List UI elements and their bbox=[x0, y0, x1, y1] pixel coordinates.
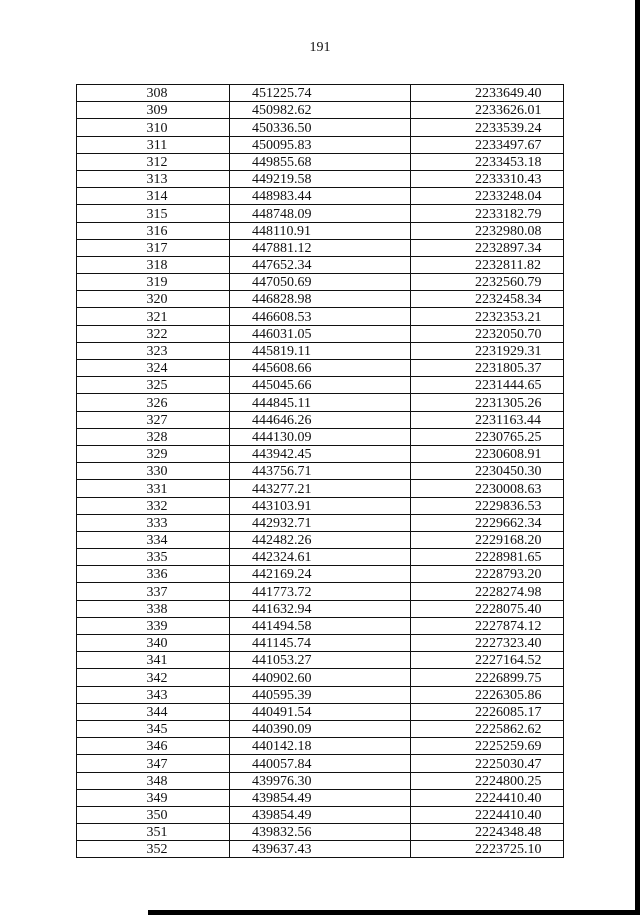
x-coordinate-cell: 444130.09 bbox=[230, 428, 411, 445]
point-number-cell: 322 bbox=[77, 325, 230, 342]
x-coordinate-cell: 445819.11 bbox=[230, 342, 411, 359]
table-row bbox=[77, 136, 564, 153]
y-coordinate-cell: 2223725.10 bbox=[411, 841, 564, 858]
x-coordinate-cell: 443277.21 bbox=[230, 480, 411, 497]
y-coordinate-cell: 2226085.17 bbox=[411, 703, 564, 720]
point-number-cell: 347 bbox=[77, 755, 230, 772]
page-number: 191 bbox=[309, 40, 331, 55]
point-number-cell: 329 bbox=[77, 445, 230, 462]
point-number-cell: 321 bbox=[77, 308, 230, 325]
x-coordinate-cell: 442169.24 bbox=[230, 566, 411, 583]
table-row bbox=[77, 377, 564, 394]
coordinates-table-body bbox=[77, 85, 564, 858]
point-number-cell: 338 bbox=[77, 600, 230, 617]
table-row bbox=[77, 789, 564, 806]
table-row bbox=[77, 600, 564, 617]
y-coordinate-cell: 2232353.21 bbox=[411, 308, 564, 325]
table-row bbox=[77, 342, 564, 359]
x-coordinate-cell: 443942.45 bbox=[230, 445, 411, 462]
y-coordinate-cell: 2233182.79 bbox=[411, 205, 564, 222]
point-number-cell: 336 bbox=[77, 566, 230, 583]
table-row bbox=[77, 188, 564, 205]
y-coordinate-cell: 2226305.86 bbox=[411, 686, 564, 703]
x-coordinate-cell: 450095.83 bbox=[230, 136, 411, 153]
x-coordinate-cell: 445045.66 bbox=[230, 377, 411, 394]
x-coordinate-cell: 448983.44 bbox=[230, 188, 411, 205]
y-coordinate-cell: 2224800.25 bbox=[411, 772, 564, 789]
x-coordinate-cell: 441632.94 bbox=[230, 600, 411, 617]
table-row bbox=[77, 239, 564, 256]
y-coordinate-cell: 2231805.37 bbox=[411, 360, 564, 377]
y-coordinate-cell: 2229662.34 bbox=[411, 514, 564, 531]
table-row bbox=[77, 703, 564, 720]
point-number-cell: 315 bbox=[77, 205, 230, 222]
point-number-cell: 334 bbox=[77, 531, 230, 548]
y-coordinate-cell: 2228793.20 bbox=[411, 566, 564, 583]
y-coordinate-cell: 2231929.31 bbox=[411, 342, 564, 359]
table-row bbox=[77, 686, 564, 703]
table-row bbox=[77, 806, 564, 823]
point-number-cell: 341 bbox=[77, 652, 230, 669]
y-coordinate-cell: 2230450.30 bbox=[411, 463, 564, 480]
y-coordinate-cell: 2232897.34 bbox=[411, 239, 564, 256]
table-row bbox=[77, 463, 564, 480]
table-row bbox=[77, 153, 564, 170]
point-number-cell: 333 bbox=[77, 514, 230, 531]
y-coordinate-cell: 2233453.18 bbox=[411, 153, 564, 170]
x-coordinate-cell: 440595.39 bbox=[230, 686, 411, 703]
y-coordinate-cell: 2232050.70 bbox=[411, 325, 564, 342]
table-row bbox=[77, 772, 564, 789]
y-coordinate-cell: 2225259.69 bbox=[411, 738, 564, 755]
x-coordinate-cell: 439832.56 bbox=[230, 824, 411, 841]
x-coordinate-cell: 444845.11 bbox=[230, 394, 411, 411]
page-border-right bbox=[635, 0, 640, 915]
point-number-cell: 326 bbox=[77, 394, 230, 411]
point-number-cell: 316 bbox=[77, 222, 230, 239]
point-number-cell: 318 bbox=[77, 256, 230, 273]
y-coordinate-cell: 2229836.53 bbox=[411, 497, 564, 514]
x-coordinate-cell: 446031.05 bbox=[230, 325, 411, 342]
x-coordinate-cell: 440057.84 bbox=[230, 755, 411, 772]
x-coordinate-cell: 450982.62 bbox=[230, 102, 411, 119]
x-coordinate-cell: 441053.27 bbox=[230, 652, 411, 669]
x-coordinate-cell: 440902.60 bbox=[230, 669, 411, 686]
y-coordinate-cell: 2231444.65 bbox=[411, 377, 564, 394]
x-coordinate-cell: 442324.61 bbox=[230, 549, 411, 566]
y-coordinate-cell: 2229168.20 bbox=[411, 531, 564, 548]
x-coordinate-cell: 449855.68 bbox=[230, 153, 411, 170]
point-number-cell: 342 bbox=[77, 669, 230, 686]
table-row bbox=[77, 652, 564, 669]
x-coordinate-cell: 446608.53 bbox=[230, 308, 411, 325]
y-coordinate-cell: 2227164.52 bbox=[411, 652, 564, 669]
point-number-cell: 332 bbox=[77, 497, 230, 514]
table-row bbox=[77, 170, 564, 187]
point-number-cell: 331 bbox=[77, 480, 230, 497]
point-number-cell: 320 bbox=[77, 291, 230, 308]
x-coordinate-cell: 449219.58 bbox=[230, 170, 411, 187]
x-coordinate-cell: 440491.54 bbox=[230, 703, 411, 720]
y-coordinate-cell: 2226899.75 bbox=[411, 669, 564, 686]
x-coordinate-cell: 448110.91 bbox=[230, 222, 411, 239]
point-number-cell: 345 bbox=[77, 720, 230, 737]
point-number-cell: 313 bbox=[77, 170, 230, 187]
x-coordinate-cell: 443103.91 bbox=[230, 497, 411, 514]
y-coordinate-cell: 2233649.40 bbox=[411, 85, 564, 102]
x-coordinate-cell: 441145.74 bbox=[230, 635, 411, 652]
y-coordinate-cell: 2230765.25 bbox=[411, 428, 564, 445]
y-coordinate-cell: 2233248.04 bbox=[411, 188, 564, 205]
page-border-bottom bbox=[148, 910, 640, 915]
point-number-cell: 340 bbox=[77, 635, 230, 652]
table-row bbox=[77, 514, 564, 531]
table-row bbox=[77, 824, 564, 841]
y-coordinate-cell: 2225030.47 bbox=[411, 755, 564, 772]
y-coordinate-cell: 2232560.79 bbox=[411, 274, 564, 291]
y-coordinate-cell: 2231163.44 bbox=[411, 411, 564, 428]
x-coordinate-cell: 450336.50 bbox=[230, 119, 411, 136]
x-coordinate-cell: 439854.49 bbox=[230, 806, 411, 823]
table-row bbox=[77, 256, 564, 273]
point-number-cell: 349 bbox=[77, 789, 230, 806]
point-number-cell: 348 bbox=[77, 772, 230, 789]
y-coordinate-cell: 2224348.48 bbox=[411, 824, 564, 841]
x-coordinate-cell: 445608.66 bbox=[230, 360, 411, 377]
table-row bbox=[77, 755, 564, 772]
point-number-cell: 308 bbox=[77, 85, 230, 102]
table-row bbox=[77, 738, 564, 755]
y-coordinate-cell: 2233497.67 bbox=[411, 136, 564, 153]
x-coordinate-cell: 442932.71 bbox=[230, 514, 411, 531]
x-coordinate-cell: 447652.34 bbox=[230, 256, 411, 273]
y-coordinate-cell: 2233539.24 bbox=[411, 119, 564, 136]
x-coordinate-cell: 447050.69 bbox=[230, 274, 411, 291]
y-coordinate-cell: 2224410.40 bbox=[411, 806, 564, 823]
point-number-cell: 311 bbox=[77, 136, 230, 153]
y-coordinate-cell: 2233310.43 bbox=[411, 170, 564, 187]
point-number-cell: 350 bbox=[77, 806, 230, 823]
point-number-cell: 325 bbox=[77, 377, 230, 394]
point-number-cell: 337 bbox=[77, 583, 230, 600]
y-coordinate-cell: 2230608.91 bbox=[411, 445, 564, 462]
table-row bbox=[77, 445, 564, 462]
x-coordinate-cell: 441494.58 bbox=[230, 617, 411, 634]
table-row bbox=[77, 635, 564, 652]
y-coordinate-cell: 2227874.12 bbox=[411, 617, 564, 634]
point-number-cell: 319 bbox=[77, 274, 230, 291]
table-row bbox=[77, 497, 564, 514]
point-number-cell: 346 bbox=[77, 738, 230, 755]
table-row bbox=[77, 841, 564, 858]
table-row bbox=[77, 274, 564, 291]
point-number-cell: 351 bbox=[77, 824, 230, 841]
y-coordinate-cell: 2232458.34 bbox=[411, 291, 564, 308]
x-coordinate-cell: 448748.09 bbox=[230, 205, 411, 222]
table-row bbox=[77, 325, 564, 342]
table-row bbox=[77, 291, 564, 308]
y-coordinate-cell: 2227323.40 bbox=[411, 635, 564, 652]
table-row bbox=[77, 549, 564, 566]
x-coordinate-cell: 439976.30 bbox=[230, 772, 411, 789]
point-number-cell: 324 bbox=[77, 360, 230, 377]
point-number-cell: 314 bbox=[77, 188, 230, 205]
table-row bbox=[77, 617, 564, 634]
table-row bbox=[77, 531, 564, 548]
point-number-cell: 310 bbox=[77, 119, 230, 136]
point-number-cell: 352 bbox=[77, 841, 230, 858]
x-coordinate-cell: 444646.26 bbox=[230, 411, 411, 428]
table-row bbox=[77, 428, 564, 445]
table-row bbox=[77, 480, 564, 497]
table-row bbox=[77, 222, 564, 239]
table-row bbox=[77, 566, 564, 583]
coordinates-table bbox=[76, 84, 564, 858]
x-coordinate-cell: 440390.09 bbox=[230, 720, 411, 737]
point-number-cell: 327 bbox=[77, 411, 230, 428]
y-coordinate-cell: 2228981.65 bbox=[411, 549, 564, 566]
table-row bbox=[77, 360, 564, 377]
table-row bbox=[77, 205, 564, 222]
x-coordinate-cell: 442482.26 bbox=[230, 531, 411, 548]
table-row bbox=[77, 85, 564, 102]
x-coordinate-cell: 451225.74 bbox=[230, 85, 411, 102]
x-coordinate-cell: 441773.72 bbox=[230, 583, 411, 600]
table-row bbox=[77, 669, 564, 686]
x-coordinate-cell: 439637.43 bbox=[230, 841, 411, 858]
x-coordinate-cell: 446828.98 bbox=[230, 291, 411, 308]
point-number-cell: 317 bbox=[77, 239, 230, 256]
y-coordinate-cell: 2233626.01 bbox=[411, 102, 564, 119]
point-number-cell: 343 bbox=[77, 686, 230, 703]
point-number-cell: 330 bbox=[77, 463, 230, 480]
x-coordinate-cell: 447881.12 bbox=[230, 239, 411, 256]
point-number-cell: 339 bbox=[77, 617, 230, 634]
x-coordinate-cell: 440142.18 bbox=[230, 738, 411, 755]
table-row bbox=[77, 308, 564, 325]
point-number-cell: 344 bbox=[77, 703, 230, 720]
x-coordinate-cell: 439854.49 bbox=[230, 789, 411, 806]
table-row bbox=[77, 720, 564, 737]
x-coordinate-cell: 443756.71 bbox=[230, 463, 411, 480]
y-coordinate-cell: 2232980.08 bbox=[411, 222, 564, 239]
point-number-cell: 335 bbox=[77, 549, 230, 566]
y-coordinate-cell: 2231305.26 bbox=[411, 394, 564, 411]
y-coordinate-cell: 2224410.40 bbox=[411, 789, 564, 806]
y-coordinate-cell: 2228274.98 bbox=[411, 583, 564, 600]
y-coordinate-cell: 2232811.82 bbox=[411, 256, 564, 273]
table-row bbox=[77, 411, 564, 428]
point-number-cell: 328 bbox=[77, 428, 230, 445]
y-coordinate-cell: 2230008.63 bbox=[411, 480, 564, 497]
table-row bbox=[77, 119, 564, 136]
point-number-cell: 309 bbox=[77, 102, 230, 119]
table-row bbox=[77, 102, 564, 119]
table-row bbox=[77, 583, 564, 600]
point-number-cell: 323 bbox=[77, 342, 230, 359]
point-number-cell: 312 bbox=[77, 153, 230, 170]
table-row bbox=[77, 394, 564, 411]
y-coordinate-cell: 2225862.62 bbox=[411, 720, 564, 737]
y-coordinate-cell: 2228075.40 bbox=[411, 600, 564, 617]
